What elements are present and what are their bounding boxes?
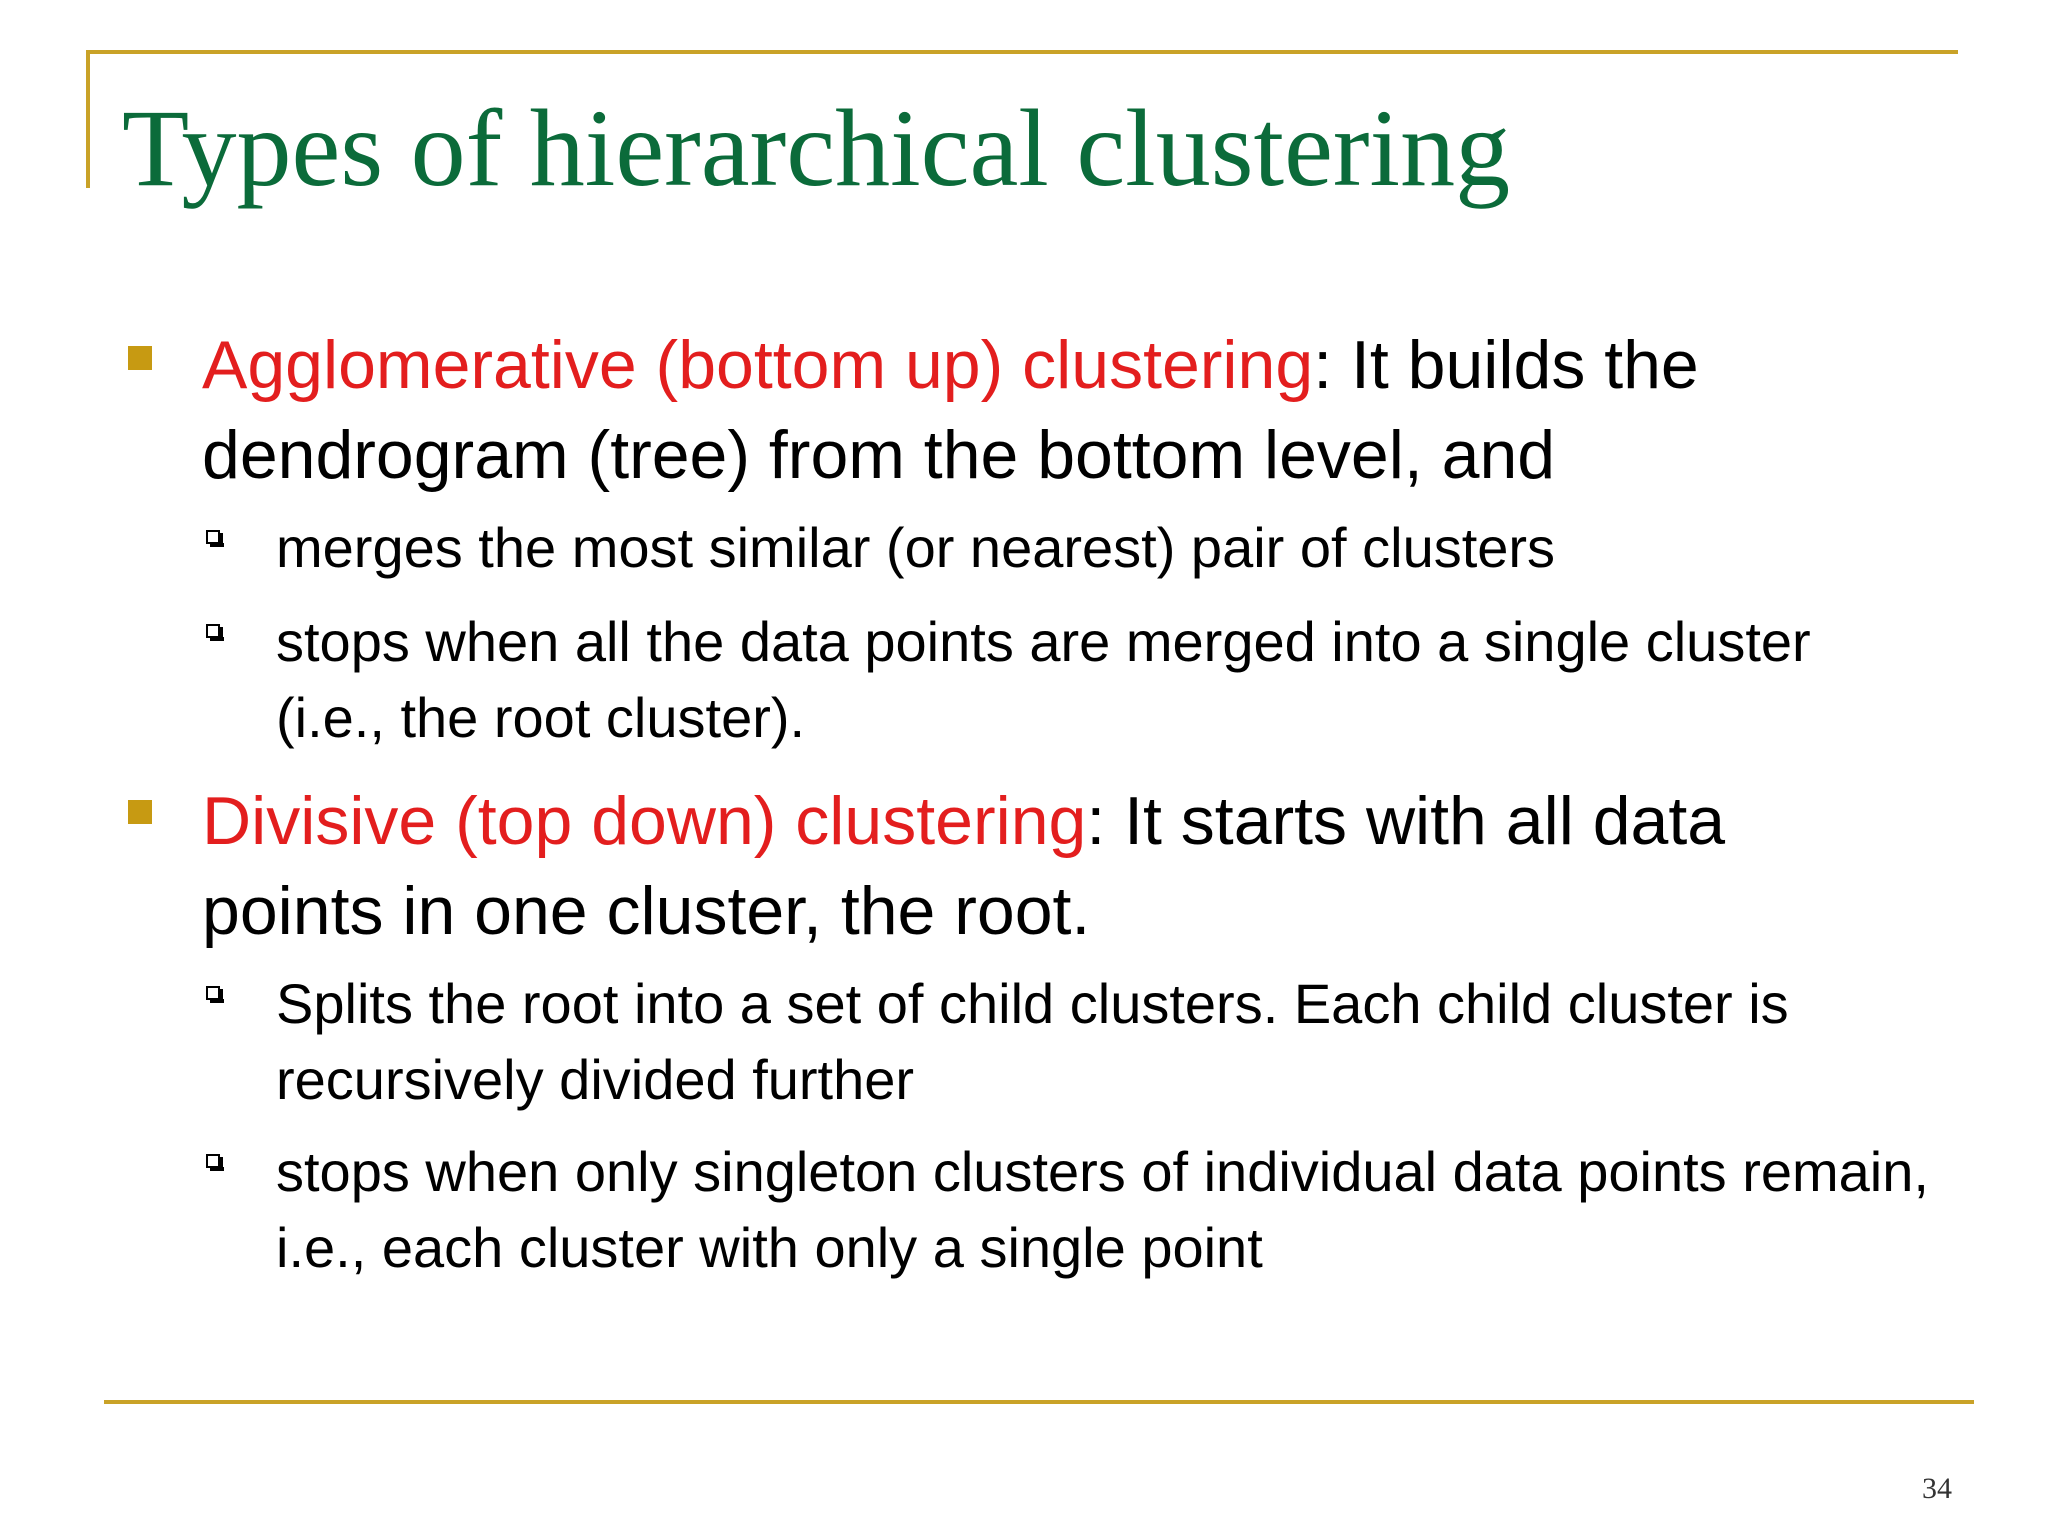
sub-bullet-agglomerative-1: merges the most similar (or nearest) pair of clusters <box>276 516 1556 579</box>
sub-bullet-divisive-2: stops when only singleton clusters of individual data points remain, i.e., each cluster with only a single point <box>276 1140 1929 1279</box>
sub-bullet-agglomerative-2: stops when all the data points are merged into a single cluster (i.e., the root cluster). <box>276 610 1811 749</box>
bullet-agglomerative-term: Agglomerative (bottom up) clustering <box>202 327 1314 403</box>
square-bullet-icon <box>128 346 152 370</box>
bullet-agglomerative-text: : It builds the dendrogram (tree) from the bottom level, and <box>202 327 1699 493</box>
bullet-agglomerative <box>202 320 1922 500</box>
box-bullet-icon <box>206 1154 220 1168</box>
slide-title: Types of hierarchical clustering <box>122 87 1511 209</box>
bullet-divisive <box>202 776 1902 956</box>
bullet-divisive-term: Divisive (top down) clustering <box>202 783 1087 859</box>
bullet-divisive-text: : It starts with all data points in one cluster, the root. <box>202 783 1726 949</box>
box-bullet-icon <box>206 624 220 638</box>
box-bullet-icon <box>206 986 220 1000</box>
page-number: 34 <box>1922 1472 1952 1505</box>
sub-bullet-divisive-1: Splits the root into a set of child clusters. Each child cluster is recursively divided further <box>276 972 1789 1111</box>
box-bullet-icon <box>206 530 220 544</box>
bottom-frame-line <box>104 1400 1974 1404</box>
square-bullet-icon <box>128 800 152 824</box>
